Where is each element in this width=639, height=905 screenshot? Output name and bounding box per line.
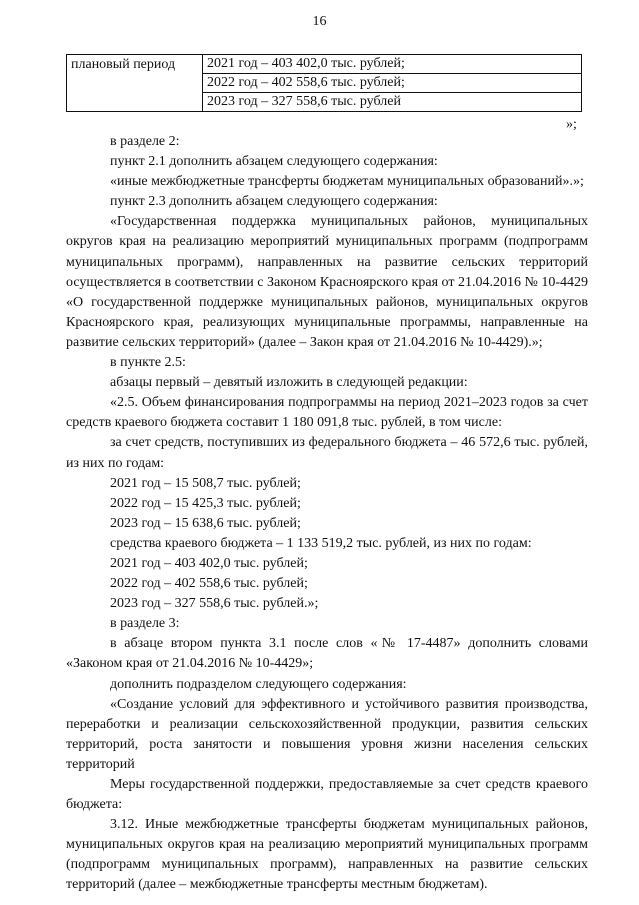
paragraph: «иные межбюджетные трансферты бюджетам муниципальных образований».»; — [110, 174, 584, 190]
paragraph: 2021 год – 403 402,0 тыс. рублей; — [110, 555, 308, 571]
table-label-cell: плановый период — [67, 55, 203, 112]
paragraph: «Создание условий для эффективного и устойчивого развития производства, переработки и реализации сельскохозяйственной продукции, развития сельских территорий, роста занятости и повышения уровня жизни населения сельских территорий — [66, 696, 588, 772]
paragraph: в разделе 2: — [110, 134, 180, 149]
planning-period-table — [66, 54, 582, 112]
paragraph: абзацы первый – девятый изложить в следующей редакции: — [110, 375, 468, 391]
table-year-line: 2021 год – 403 402,0 тыс. рублей; — [203, 55, 581, 74]
paragraph: «Государственная поддержка муниципальных районов, муниципальных округов края на реализацию мероприятий муниципальных программ (подпрограмм муниципальных программ), направленных на развитие сельских территорий осуществляется в соответствии с Законом Красноярского края от 21.04.2016 № 10-4429 «О государственной поддержке муниципальных районов, муниципальных округов Красноярского края, реализующих муниципальные программы, направленные на развитие сельских территорий» (далее – Закон края от 21.04.2016 № 10-4429).»; — [66, 214, 588, 350]
paragraph: в разделе 3: — [110, 616, 180, 632]
table-year-line: 2022 год – 402 558,6 тыс. рублей; — [203, 74, 581, 93]
paragraph: Меры государственной поддержки, предоставляемые за счет средств краевого бюджета: — [66, 777, 588, 813]
paragraph: «2.5. Объем финансирования подпрограммы на период 2021–2023 годов за счет средств краевого бюджета составит 1 180 091,8 тыс. рублей, в том числе: — [66, 395, 588, 431]
table-row — [67, 55, 582, 112]
page-number: 16 — [312, 14, 327, 29]
paragraph: за счет средств, поступивших из федерального бюджета – 46 572,6 тыс. рублей, из них по годам: — [66, 435, 588, 471]
paragraph: пункт 2.3 дополнить абзацем следующего содержания: — [110, 194, 438, 210]
paragraph: 3.12. Иные межбюджетные трансферты бюджетам муниципальных районов, муниципальных округов края на реализацию мероприятий муниципальных программ (подпрограмм муниципальных программ), направленных на развитие сельских территорий (далее – межбюджетные трансферты местным бюджетам). — [66, 817, 588, 893]
paragraph: 2022 год – 402 558,6 тыс. рублей; — [110, 576, 308, 592]
paragraph: 2022 год – 15 425,3 тыс. рублей; — [110, 495, 301, 511]
paragraph: 2021 год – 15 508,7 тыс. рублей; — [110, 475, 301, 491]
table-year-line: 2023 год – 327 558,6 тыс. рублей — [207, 94, 401, 109]
paragraph: 2023 год – 327 558,6 тыс. рублей.»; — [110, 596, 319, 612]
paragraph: пункт 2.1 дополнить абзацем следующего содержания: — [110, 154, 438, 170]
table-years-cell — [203, 55, 582, 112]
closing-quote: »; — [566, 117, 577, 132]
paragraph: дополнить подразделом следующего содержания: — [110, 676, 407, 692]
document-body — [66, 132, 588, 896]
paragraph: в абзаце втором пункта 3.1 после слов «№ 17-4487» дополнить словами «Законом края от 21.04.2016 № 10-4429»; — [66, 636, 588, 672]
paragraph: в пункте 2.5: — [110, 355, 186, 371]
paragraph: 2023 год – 15 638,6 тыс. рублей; — [110, 515, 301, 531]
paragraph: средства краевого бюджета – 1 133 519,2 тыс. рублей, из них по годам: — [110, 535, 532, 551]
